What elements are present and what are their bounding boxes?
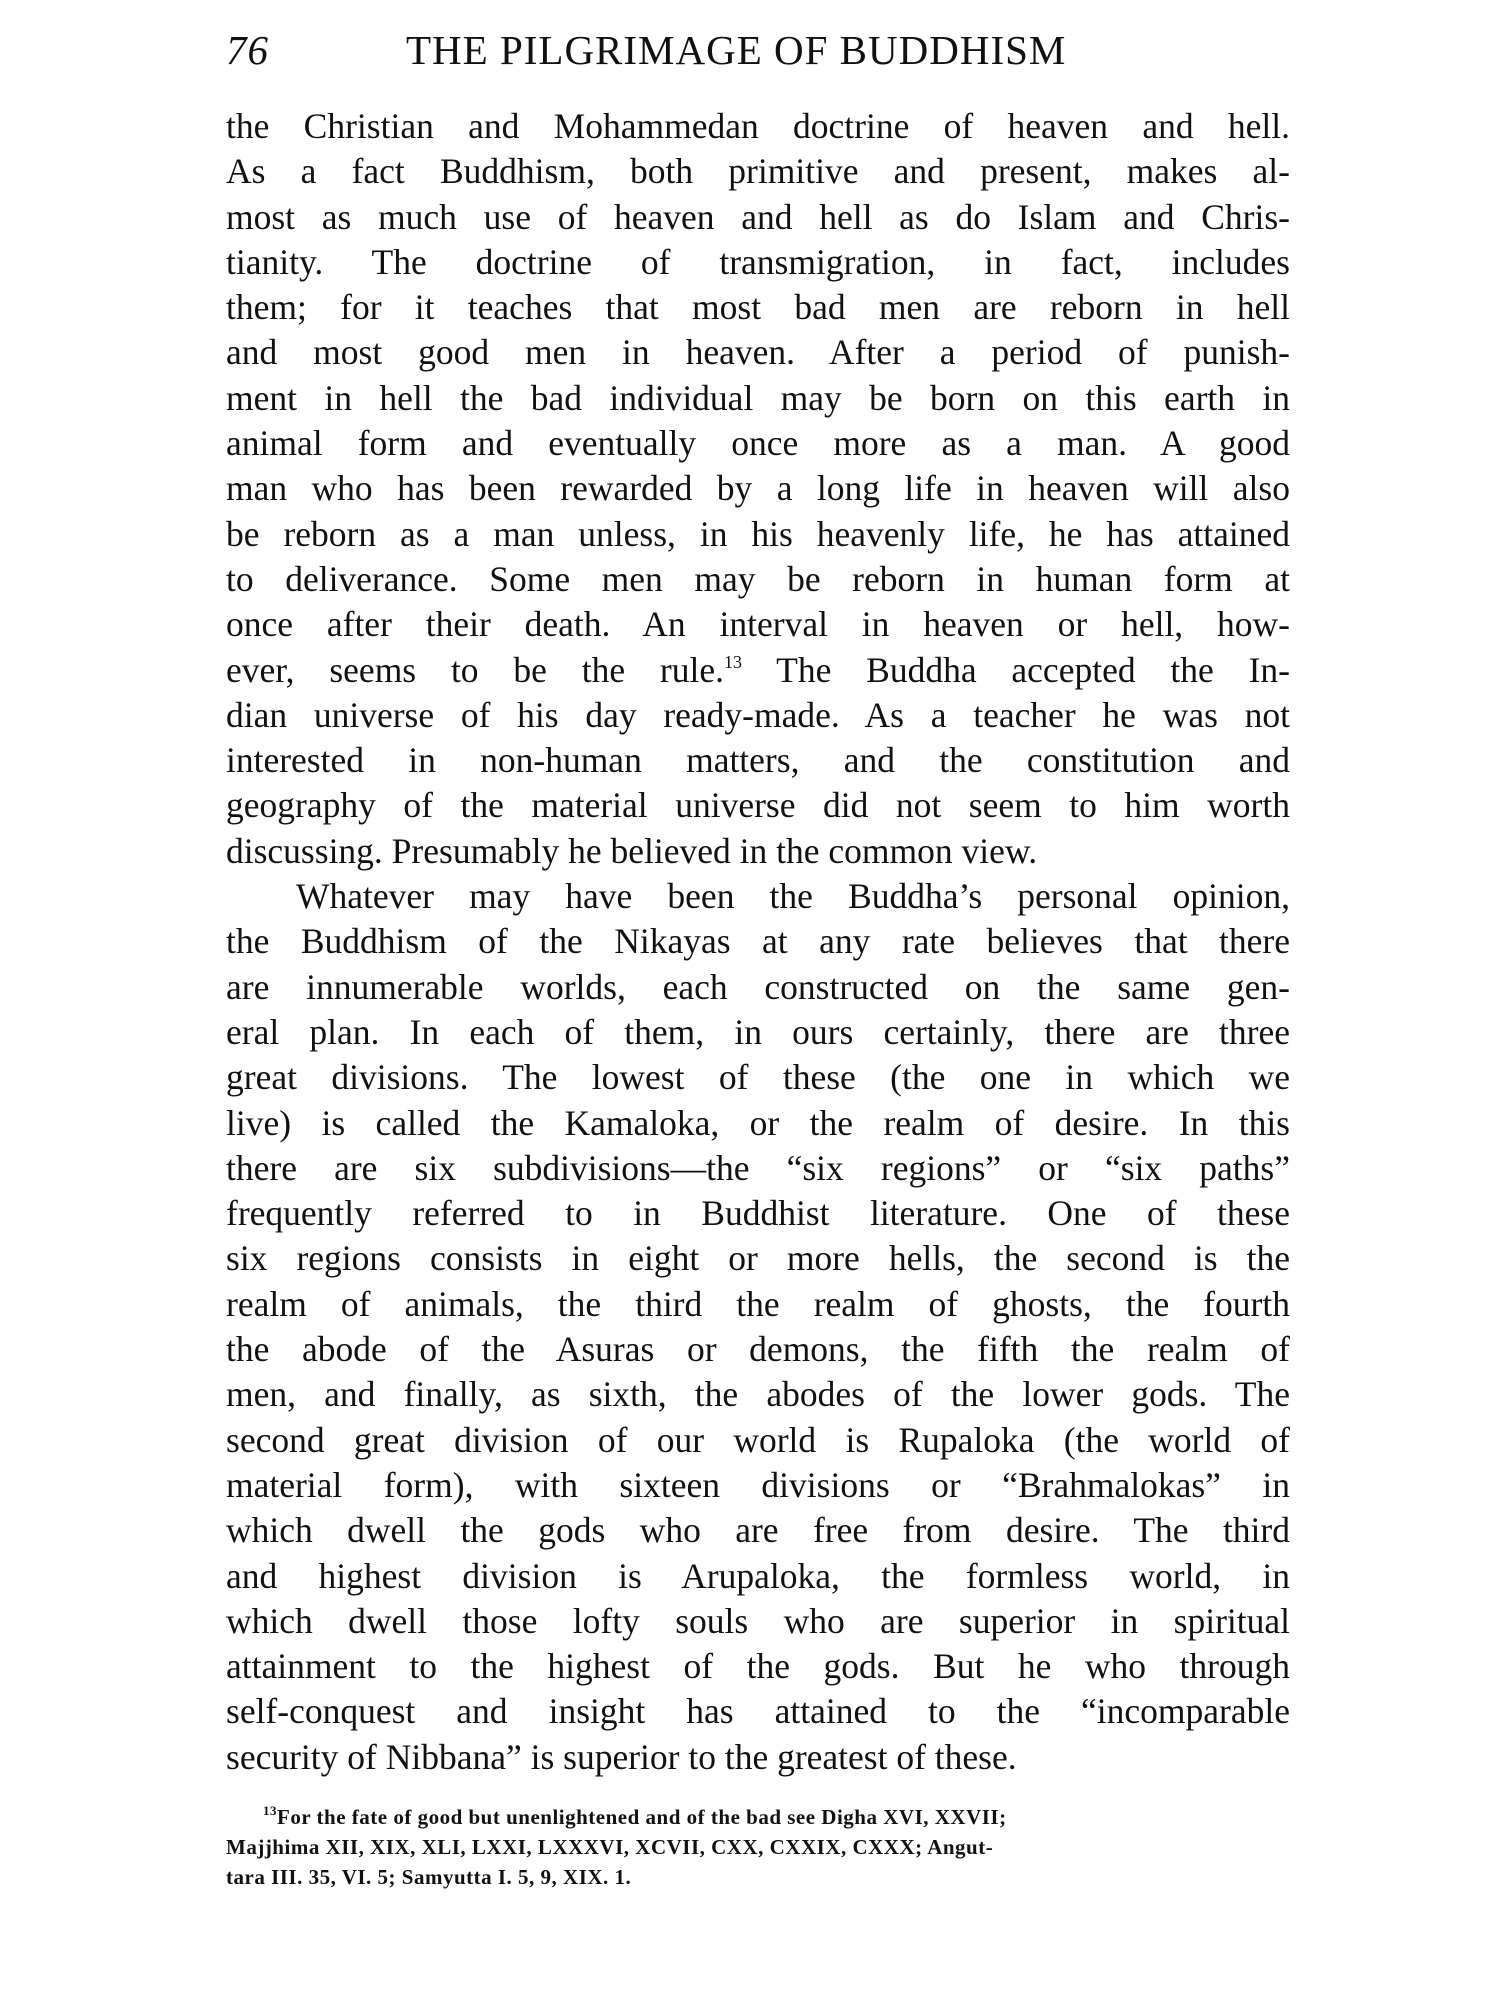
footnote-line: tara III. 35, VI. 5; Samyutta I. 5, 9, XIX. 1. <box>226 1864 632 1889</box>
text-line: most as much use of heaven and hell as do Islam and Chris- <box>226 196 1290 237</box>
text-line: material form), with sixteen divisions or “Brahmalokas” in <box>226 1464 1290 1505</box>
text-line: to deliverance. Some men may be reborn in human form at <box>226 558 1290 599</box>
text-line: ment in hell the bad individual may be born on this earth in <box>226 377 1290 418</box>
book-page <box>226 22 1290 1892</box>
text-segment: ever, seems to be the rule. <box>226 649 724 690</box>
text-line: are innumerable worlds, each constructed on the same gen- <box>226 966 1290 1007</box>
page-number: 76 <box>226 27 269 73</box>
text-line: there are six subdivisions—the “six regions” or “six paths” <box>226 1147 1290 1188</box>
text-line: men, and finally, as sixth, the abodes of the lower gods. The <box>226 1374 1290 1415</box>
paragraph-2 <box>226 874 1290 1780</box>
text-line: second great division of our world is Rupaloka (the world of <box>226 1419 1290 1460</box>
text-line: great divisions. The lowest of these (the one in which we <box>226 1057 1290 1098</box>
text-line: eral plan. In each of them, in ours certainly, there are three <box>226 1011 1290 1052</box>
text-line: geography of the material universe did not seem to him worth <box>226 785 1290 826</box>
text-line-with-note <box>226 648 1290 693</box>
text-line: tianity. The doctrine of transmigration, in fact, includes <box>226 241 1290 282</box>
text-line: As a fact Buddhism, both primitive and present, makes al- <box>226 151 1290 192</box>
text-line: self-conquest and insight has attained to the “incomparable <box>226 1691 1290 1732</box>
text-line: frequently referred to in Buddhist literature. One of these <box>226 1193 1290 1234</box>
running-head: THE PILGRIMAGE OF BUDDHISM <box>406 27 1067 73</box>
text-line: discussing. Presumably he believed in the common view. <box>226 830 1038 871</box>
text-line: realm of animals, the third the realm of ghosts, the fourth <box>226 1283 1290 1324</box>
text-line: Whatever may have been the Buddha’s personal opinion, <box>296 876 1290 917</box>
text-line: dian universe of his day ready-made. As a teacher he was not <box>226 694 1290 735</box>
body-text <box>226 104 1290 1780</box>
text-line: six regions consists in eight or more hells, the second is the <box>226 1238 1290 1279</box>
footnote-marker: 13 <box>263 1802 277 1818</box>
text-line: them; for it teaches that most bad men are reborn in hell <box>226 287 1290 328</box>
text-line: once after their death. An interval in heaven or hell, how- <box>226 604 1290 645</box>
footnote-text: For the fate of good but unenlightened and of the bad see Digha XVI, XXVII; <box>277 1804 1007 1829</box>
footnote-reference[interactable]: 13 <box>723 651 742 672</box>
text-line: which dwell the gods who are free from desire. The third <box>226 1510 1290 1551</box>
text-line: the Christian and Mohammedan doctrine of heaven and hell. <box>226 106 1290 146</box>
text-line: live) is called the Kamaloka, or the realm of desire. In this <box>226 1102 1290 1143</box>
text-line: security of Nibbana” is superior to the greatest of these. <box>226 1736 1017 1777</box>
text-line: man who has been rewarded by a long life in heaven will also <box>226 468 1290 509</box>
text-line: and highest division is Arupaloka, the formless world, in <box>226 1555 1290 1596</box>
text-line: attainment to the highest of the gods. But he who through <box>226 1646 1290 1687</box>
text-line: animal form and eventually once more as a man. A good <box>226 423 1290 464</box>
text-line: the abode of the Asuras or demons, the fifth the realm of <box>226 1329 1290 1370</box>
footnote-line: Majjhima XII, XIX, XLI, LXXI, LXXXVI, XCVII, CXX, CXXIX, CXXX; Angut- <box>226 1834 994 1859</box>
text-line: the Buddhism of the Nikayas at any rate believes that there <box>226 921 1290 962</box>
footnote-line <box>226 1802 1290 1832</box>
paragraph-1 <box>226 104 1290 874</box>
footnotes <box>226 1802 1290 1892</box>
text-line: interested in non-human matters, and the constitution and <box>226 740 1290 781</box>
text-line: be reborn as a man unless, in his heavenly life, he has attained <box>226 513 1290 554</box>
text-line: and most good men in heaven. After a period of punish- <box>226 332 1290 373</box>
text-segment: The Buddha accepted the In- <box>741 649 1290 690</box>
text-line: which dwell those lofty souls who are superior in spiritual <box>226 1600 1290 1641</box>
page-header <box>226 22 1290 78</box>
